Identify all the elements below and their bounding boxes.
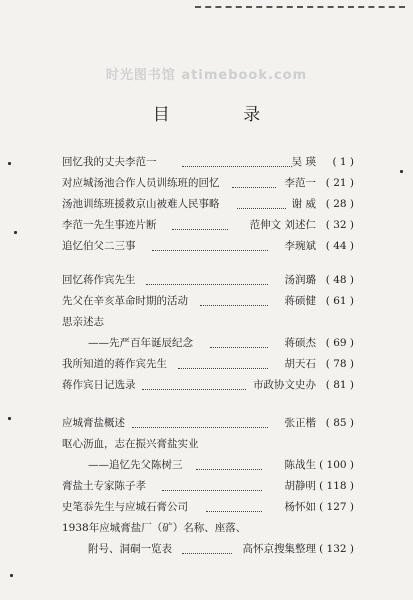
leader-dots — [142, 389, 246, 390]
toc-entry — [62, 333, 354, 354]
entry-page: ( 69 ) — [325, 337, 354, 349]
margin-mark — [10, 574, 13, 577]
toc-entry — [62, 434, 354, 455]
entry-title: 1938年应城膏盐厂（矿）名称、座落、 — [62, 522, 247, 534]
entry-title: 我所知道的蒋作宾先生 — [62, 358, 167, 370]
margin-mark — [8, 162, 11, 165]
toc-entry — [62, 215, 354, 236]
entry-title: 膏盐土专家陈子孝 — [62, 480, 146, 492]
entry-title: 呕心沥血，志在振兴膏盐实业 — [62, 438, 199, 450]
leader-dots — [182, 553, 232, 554]
entry-title: 史笔忝先生与应城石膏公司 — [62, 501, 188, 513]
toc-group-3 — [62, 413, 354, 560]
toc-entry — [62, 497, 354, 518]
entry-author: 蒋硕杰 — [284, 337, 316, 349]
header-rule — [195, 6, 405, 8]
leader-dots — [206, 511, 262, 512]
toc-group-2 — [62, 270, 354, 396]
leader-dots — [232, 187, 276, 188]
entry-author: 谢 威 — [291, 198, 316, 210]
entry-page: ( 118 ) — [319, 480, 354, 492]
toc-entry — [62, 539, 354, 560]
entry-page: ( 48 ) — [325, 274, 354, 286]
leader-dots — [132, 427, 268, 428]
entry-author: 李范一 — [284, 177, 316, 189]
entry-page: ( 21 ) — [325, 177, 354, 189]
entry-author: 蒋硕健 — [284, 295, 316, 307]
leader-dots — [210, 347, 268, 348]
leader-dots — [152, 250, 268, 251]
margin-mark — [8, 417, 11, 420]
toc-entry — [62, 291, 354, 312]
entry-page: ( 1 ) — [332, 156, 354, 168]
entry-author: 杨怀如 — [284, 501, 316, 513]
leader-dots — [200, 305, 268, 306]
toc-entry — [62, 354, 354, 375]
entry-author: 陈战生 — [284, 459, 316, 471]
leader-dots — [162, 490, 262, 491]
entry-page: ( 61 ) — [325, 295, 354, 307]
toc-group-1 — [62, 152, 354, 257]
toc-entry — [62, 518, 354, 539]
entry-title: 汤池训练班援救京山被难人民事略 — [62, 198, 220, 210]
entry-page: ( 132 ) — [319, 543, 354, 555]
leader-dots — [237, 208, 286, 209]
toc-entry — [62, 413, 354, 434]
entry-title: 对应城汤池合作人员训练班的回忆 — [62, 177, 220, 189]
entry-author: 胡天石 — [284, 358, 316, 370]
toc-entry — [62, 173, 354, 194]
leader-dots — [146, 284, 268, 285]
entry-title: ——先严百年诞辰纪念 — [88, 337, 193, 349]
entry-author: 范伸文 刘述仁 — [249, 219, 316, 231]
entry-author: 高怀京搜集整理 — [242, 543, 316, 555]
entry-title: 应城膏盐概述 — [62, 417, 125, 429]
entry-page: ( 81 ) — [325, 379, 354, 391]
toc-entry — [62, 194, 354, 215]
leader-dots — [196, 469, 262, 470]
toc-entry — [62, 476, 354, 497]
entry-title: 追忆伯父二三事 — [62, 240, 136, 252]
leader-dots — [172, 229, 228, 230]
entry-title: 思亲述志 — [62, 316, 104, 328]
entry-author: 市政协文史办 — [253, 379, 316, 391]
entry-page: ( 78 ) — [325, 358, 354, 370]
entry-page: ( 44 ) — [325, 240, 354, 252]
entry-title: 李范一先生事迹片断 — [62, 219, 157, 231]
page-title: 目 录 — [152, 105, 295, 125]
toc-entry — [62, 312, 354, 333]
watermark-text: 时光图书馆 atimebook.com — [105, 68, 308, 83]
entry-title: 回忆我的丈夫李范一 — [62, 156, 157, 168]
entry-title: ——追忆先父陈树三 — [88, 459, 183, 471]
entry-author: 汤润璐 — [284, 274, 316, 286]
toc-entry — [62, 152, 354, 173]
toc-entry — [62, 236, 354, 257]
entry-page: ( 100 ) — [319, 459, 354, 471]
entry-page: ( 127 ) — [319, 501, 354, 513]
entry-author: 李琬斌 — [284, 240, 316, 252]
toc-entry — [62, 455, 354, 476]
toc-entry — [62, 375, 354, 396]
entry-title: 蒋作宾日记选录 — [62, 379, 136, 391]
entry-title: 先父在辛亥革命时期的活动 — [62, 295, 188, 307]
entry-author: 吴 瑛 — [291, 156, 316, 168]
margin-mark — [400, 170, 403, 173]
entry-page: ( 85 ) — [325, 417, 354, 429]
entry-page: ( 28 ) — [325, 198, 354, 210]
margin-mark — [14, 231, 17, 234]
entry-page: ( 32 ) — [325, 219, 354, 231]
entry-title: 附号、洞硐一览表 — [88, 543, 172, 555]
leader-dots — [178, 368, 268, 369]
entry-author: 胡静明 — [284, 480, 316, 492]
entry-title: 回忆蒋作宾先生 — [62, 274, 136, 286]
toc-entry — [62, 270, 354, 291]
entry-author: 张正楷 — [284, 417, 316, 429]
leader-dots — [182, 166, 292, 167]
